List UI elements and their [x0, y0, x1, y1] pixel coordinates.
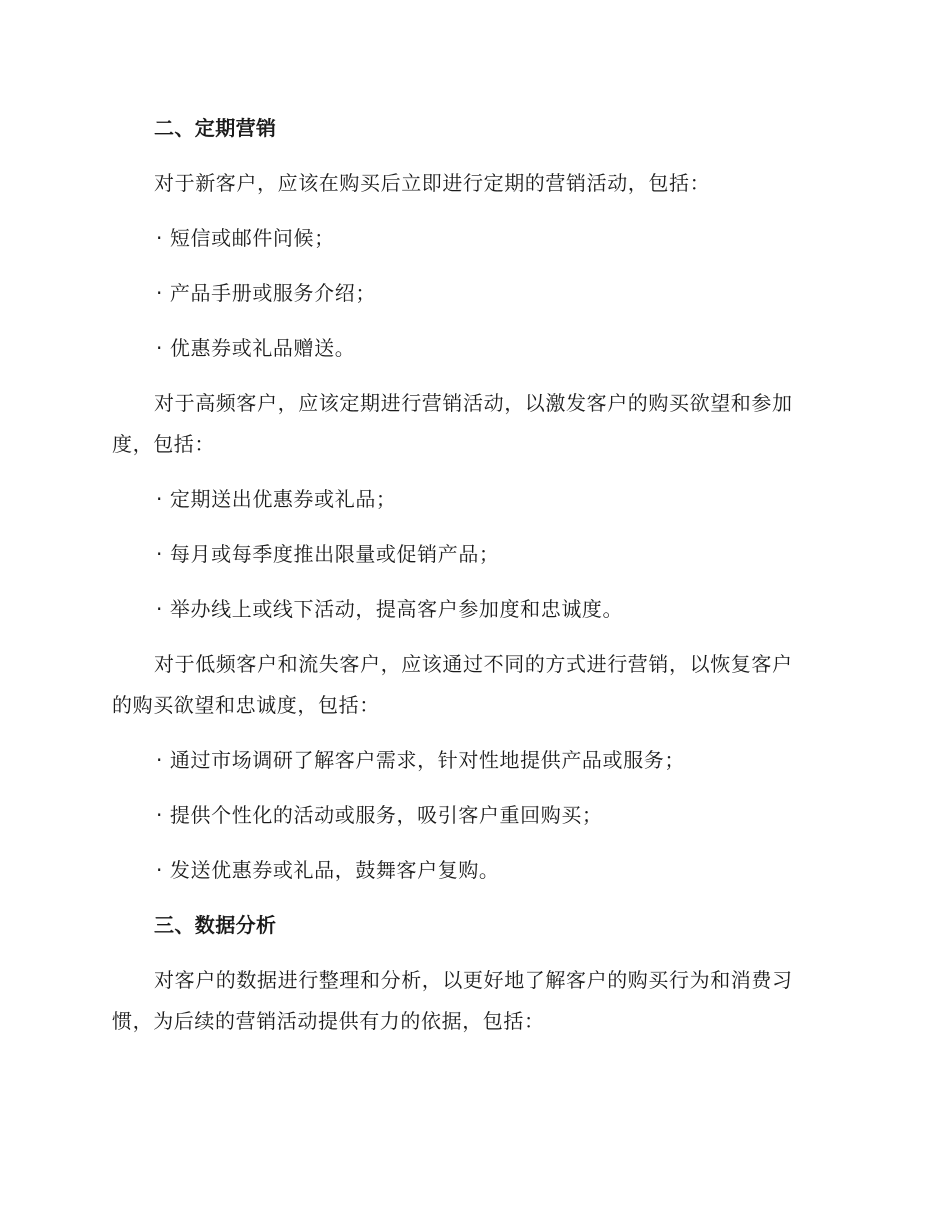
paragraph-data-analysis-line1: 对客户的数据进行整理和分析，以更好地了解客户的购买行为和消费习: [154, 968, 793, 992]
list-item: · 通过市场调研了解客户需求，针对性地提供产品或服务；: [156, 748, 685, 772]
paragraph-high-frequency-line1: 对于高频客户，应该定期进行营销活动，以激发客户的购买欲望和参加: [154, 391, 793, 415]
section-heading-data-analysis: 三、数据分析: [154, 913, 277, 937]
list-item: · 每月或每季度推出限量或促销产品；: [156, 542, 500, 566]
paragraph-low-frequency-line2: 的购买欲望和忠诚度，包括：: [112, 693, 380, 717]
list-item: · 短信或邮件问候；: [156, 226, 335, 250]
list-item: · 发送优惠券或礼品，鼓舞客户复购。: [156, 858, 500, 882]
list-item: · 产品手册或服务介绍；: [156, 281, 376, 305]
list-item: · 优惠券或礼品赠送。: [156, 336, 356, 360]
list-item: · 举办线上或线下活动，提高客户参加度和忠诚度。: [156, 597, 624, 621]
list-item: · 提供个性化的活动或服务，吸引客户重回购买；: [156, 803, 603, 827]
paragraph-low-frequency-line1: 对于低频客户和流失客户，应该通过不同的方式进行营销，以恢复客户: [154, 652, 793, 676]
section-heading-periodic-marketing: 二、定期营销: [154, 116, 277, 140]
paragraph-new-customers: 对于新客户，应该在购买后立即进行定期的营销活动，包括：: [154, 171, 711, 195]
list-item: · 定期送出优惠券或礼品；: [156, 487, 397, 511]
paragraph-high-frequency-line2: 度，包括：: [112, 432, 215, 456]
paragraph-data-analysis-line2: 惯，为后续的营销活动提供有力的依据，包括：: [112, 1009, 545, 1033]
